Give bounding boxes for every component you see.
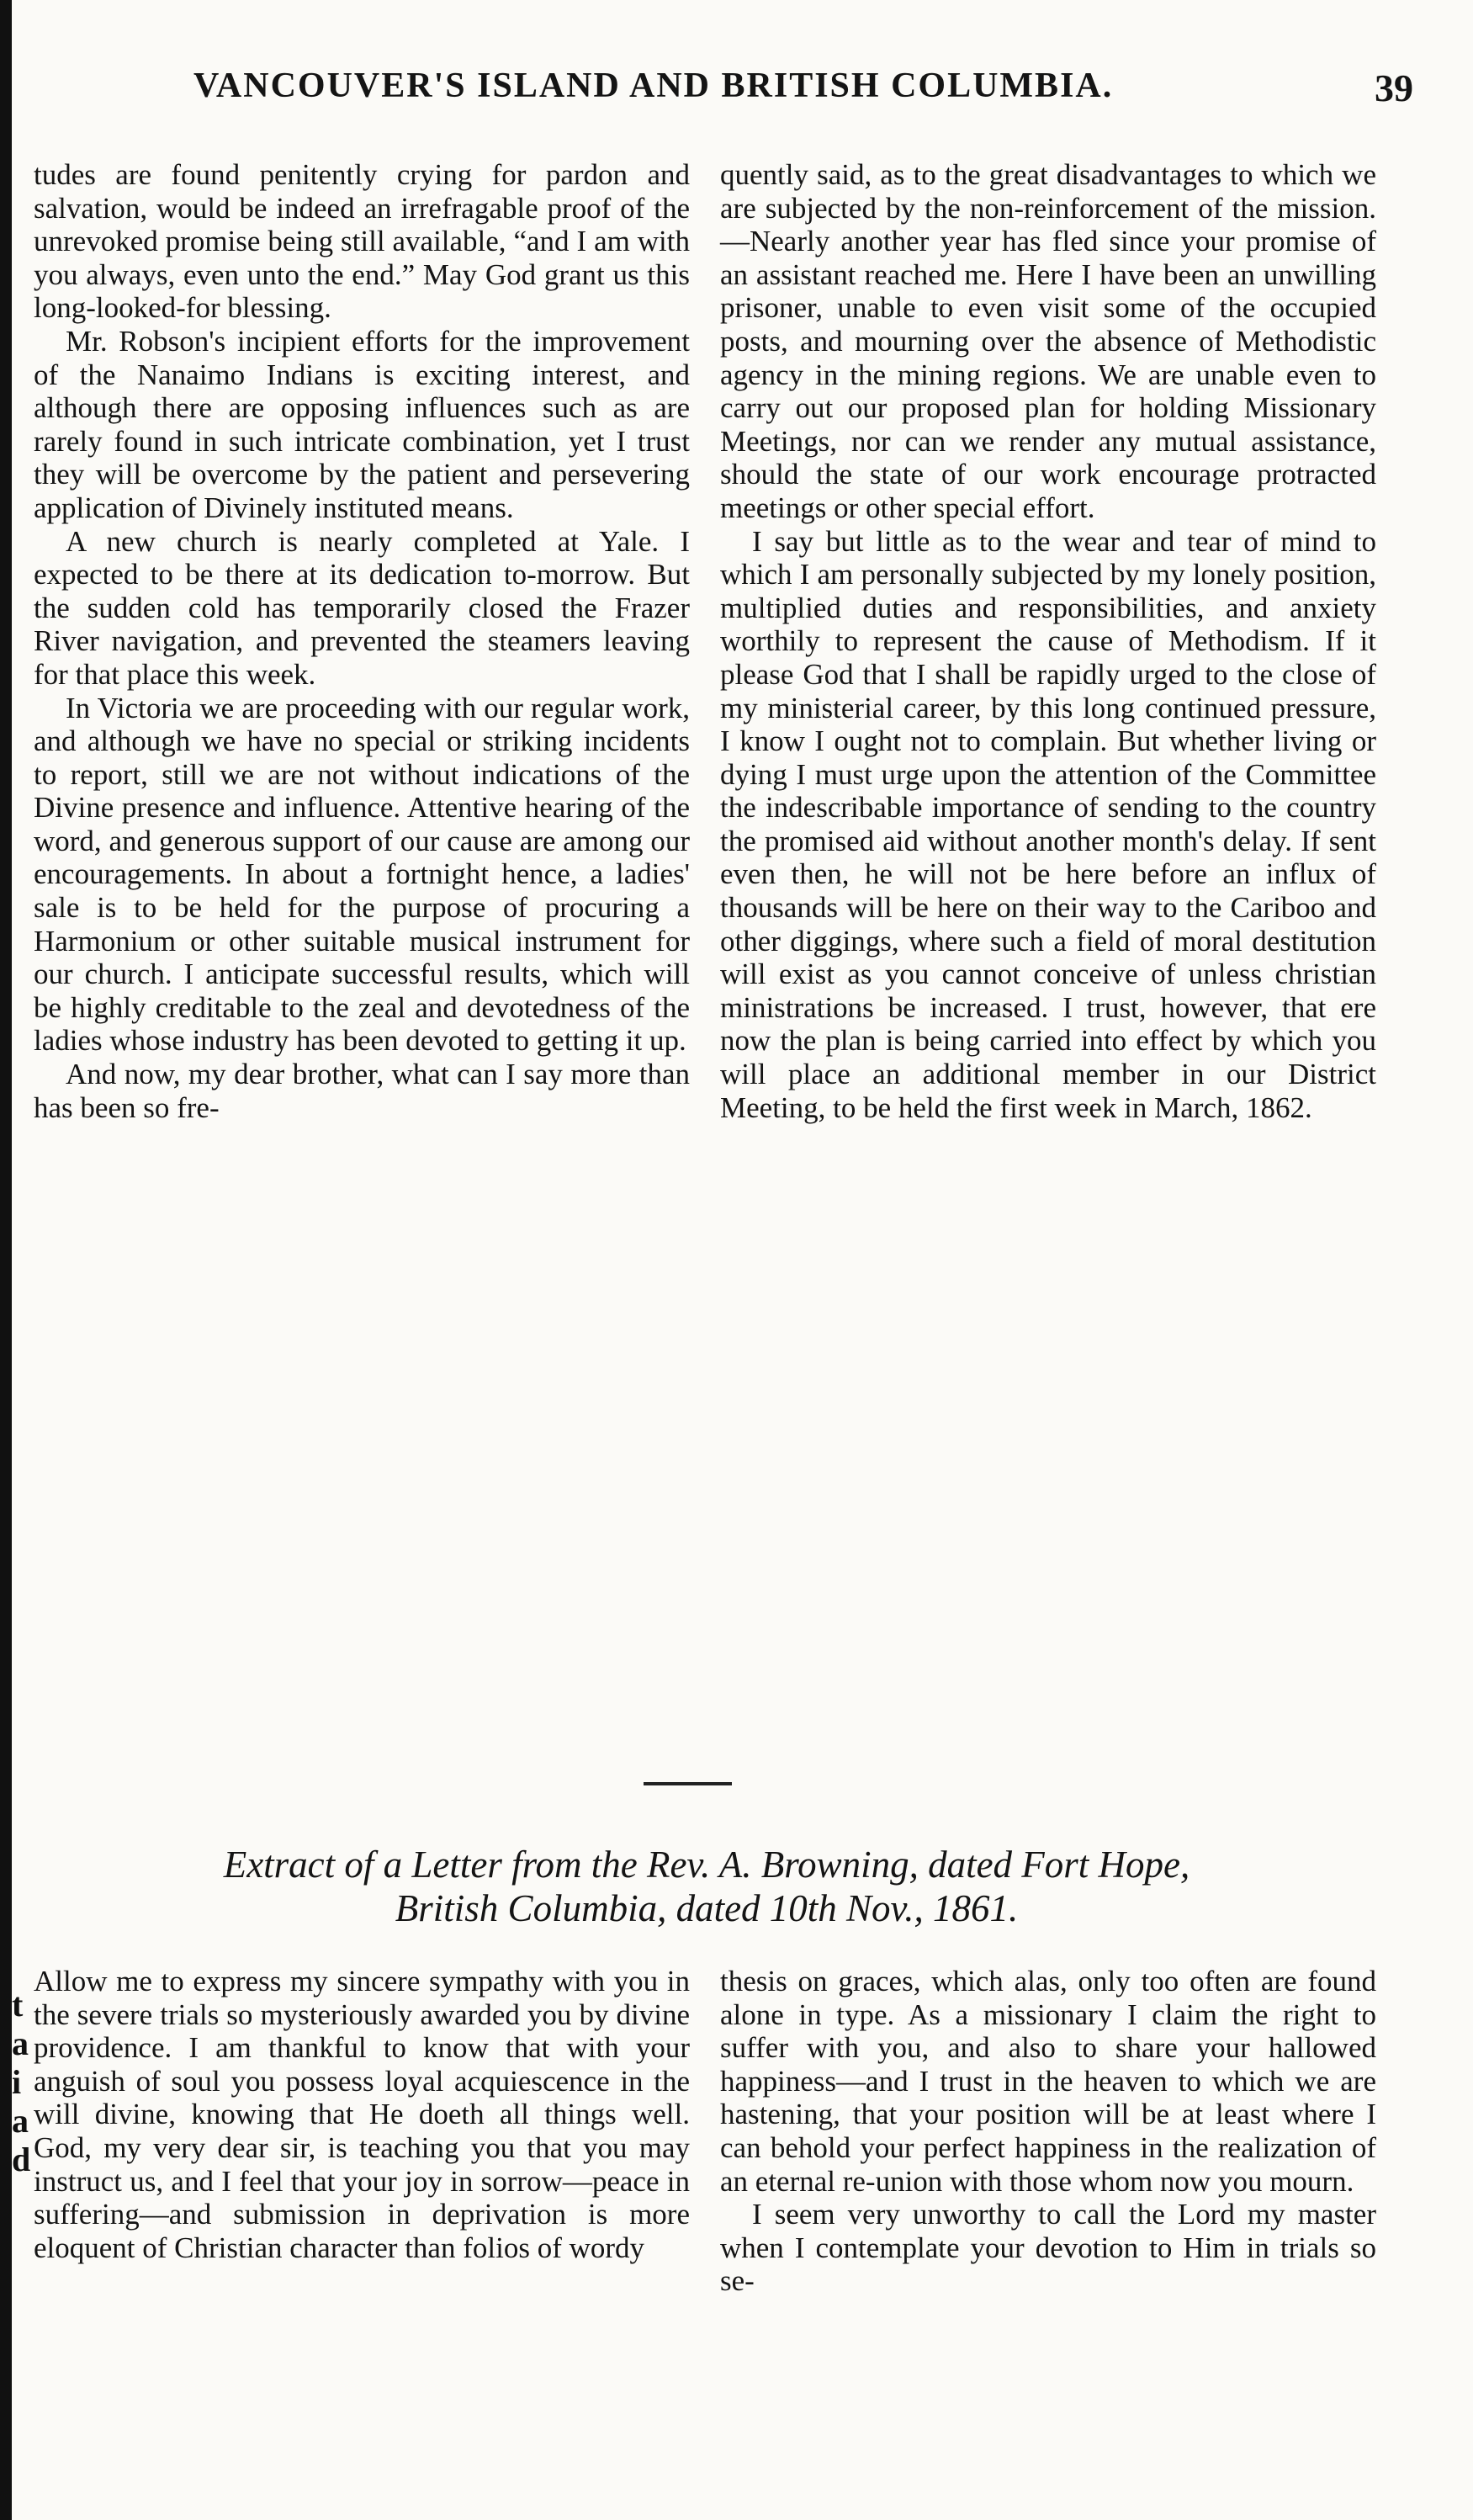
letter-heading-line: British Columbia, dated 10th Nov., 1861. — [395, 1887, 1019, 1929]
paragraph: In Victoria we are proceeding with our regular work, and although we have no special or striking incidents to report, still we are not without indications of the Divine presence and influence. Attentive hearing of the word, and generous support of our cause are among our encouragements. In about a fortnight hence, a ladies' sale is to be held for the purpose of procuring a Harmonium or other suitable musical instrument for our church. I anticipate successful results, which will be highly creditable to the zeal and devotedness of the ladies whose industry has been devoted to getting it up. — [34, 691, 690, 1058]
article-one-left-column — [34, 158, 690, 1124]
paragraph: I say but little as to the wear and tear of mind to which I am personally subjected by my lonely position, multiplied duties and responsibilities, and anxiety worthily to represent the cause of Methodism. If it please God that I shall be rapidly urged to the close of my ministerial career, by this long continued pressure, I know I ought not to complain. But whether living or dying I must urge upon the attention of the Committee the indescribable importance of sending to the country the promised aid without another month's delay. If sent even then, he will not be here before an influx of thousands will be here on their way to the Cariboo and other diggings, where such a field of moral destitution will exist as you cannot conceive of unless christian ministrations be increased. I trust, however, that ere now the plan is being carried into effect by which you will place an additional member in our District Meeting, to be held the first week in March, 1862. — [720, 524, 1376, 1124]
letter-heading-line: Extract of a Letter from the Rev. A. Browning, dated Fort Hope, — [223, 1844, 1190, 1886]
page-number: 39 — [1375, 66, 1413, 109]
section-divider — [644, 1782, 732, 1785]
margin-edge-letters — [12, 1986, 35, 2179]
paragraph: quently said, as to the great disadvantages to which we are subjected by the non-reinforcement of the mission.—Nearly another year has fled since your promise of an assistant reached me. Here I have been an unwilling prisoner, unable to even visit some of the occupied posts, and mourning over the absence of Methodistic agency in the mining regions. We are unable even to carry out our proposed plan for holding Missionary Meetings, nor can we render any mutual assistance, should the state of our work encourage protracted meetings or other special effort. — [720, 158, 1376, 524]
article-two-left-column — [34, 1965, 690, 2264]
paragraph: A new church is nearly completed at Yale. I expected to be there at its dedication to-morrow. But the sudden cold has temporarily closed the Frazer River navigation, and prevented the steamers leaving for that place this week. — [34, 524, 690, 691]
margin-letter: t — [12, 1986, 24, 2024]
margin-letter: i — [12, 2063, 22, 2101]
paragraph: thesis on graces, which alas, only too often are found alone in type. As a missionary I claim the right to suffer with you, and also to share your hallowed happiness—and I trust in the heaven to which we are hastening, that your position will be at least where I can behold your perfect happiness in the realization of an eternal re-union with those whom now you mourn. — [720, 1965, 1376, 2198]
paragraph: I seem very unworthy to call the Lord my master when I contemplate your devotion to Him in trials so se- — [720, 2198, 1376, 2298]
paragraph: And now, my dear brother, what can I say more than has been so fre- — [34, 1058, 690, 1124]
margin-letter: a — [12, 2102, 29, 2140]
running-title: VANCOUVER'S ISLAND AND BRITISH COLUMBIA. — [193, 66, 1114, 105]
margin-letter: d — [12, 2141, 31, 2178]
paragraph: Allow me to express my sincere sympathy with you in the severe trials so mysteriously awarded you by divine providence. I am thankful to know that with your anguish of soul you possess loyal acquiescence in the will divine, knowing that He doeth all things well. God, my very dear sir, is teaching you that you may instruct us, and I feel that your joy in sorrow—peace in suffering—and submission in deprivation is more eloquent of Christian character than folios of wordy — [34, 1965, 690, 2264]
paragraph: tudes are found penitently crying for pardon and salvation, would be indeed an irrefragable proof of the unrevoked promise being still available, “and I am with you always, even unto the end.” May God grant us this long-looked-for blessing. — [34, 158, 690, 325]
margin-letter: a — [12, 2024, 29, 2062]
left-page-edge — [0, 0, 12, 2520]
article-one-right-column — [720, 158, 1376, 1124]
page-header — [34, 66, 1413, 125]
paragraph: Mr. Robson's incipient efforts for the improvement of the Nanaimo Indians is exciting interest, and although there are opposing influences such as are rarely found in such intricate combination, yet I trust they will be overcome by the patient and persevering application of Divinely instituted means. — [34, 324, 690, 524]
article-two-right-column — [720, 1965, 1376, 2298]
letter-heading — [34, 1843, 1380, 1930]
